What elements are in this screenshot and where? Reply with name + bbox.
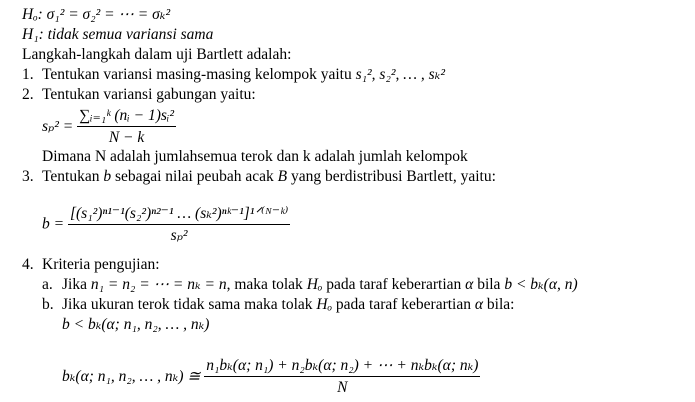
step-3-number: 3.: [22, 168, 34, 185]
step-1-number: 1.: [22, 66, 34, 83]
bartlett-statistic-lhs: b =: [42, 215, 65, 233]
step-3-text-c: yang berdistribusi Bartlett, yaitu:: [287, 168, 496, 185]
criterion-a-t1: Jika: [62, 276, 91, 293]
criterion-a-m3: α: [465, 276, 474, 293]
step-1-math: s₁², s₂², … , sₖ²: [351, 66, 445, 83]
pooled-variance-numerator: ∑ᵢ₌₁ᵏ (nᵢ − 1)sᵢ²: [77, 106, 176, 127]
criterion-b-m1: Hₒ: [316, 296, 333, 313]
step-2: [22, 86, 256, 104]
criterion-a-t3: pada taraf keberartian: [322, 276, 466, 293]
alternative-hypothesis: H₁: tidak semua variansi sama: [22, 26, 214, 43]
criterion-b-t1: Jika ukuran terok tidak sama maka tolak: [62, 296, 317, 313]
step-2-note: Dimana N adalah jumlahsemua terok dan k adalah jumlah kelompok: [42, 148, 468, 165]
pooled-variance-denominator: N − k: [108, 129, 145, 146]
criterion-b-condition: b < bₖ(α; n₁, n₂, … , nₖ): [62, 316, 210, 333]
approximation-numerator: n₁bₖ(α; n₁) + n₂bₖ(α; n₂) + ⋯ + nₖbₖ(α; nₖ): [204, 356, 480, 377]
bartlett-statistic-denominator: sₚ²: [170, 227, 188, 244]
criterion-a-m4: b < bₖ(α, n): [504, 276, 578, 293]
criterion-a-label: a.: [42, 276, 53, 293]
bartlett-statistic-fraction: [68, 204, 290, 245]
approximation-formula: [62, 356, 480, 397]
step-1: [22, 66, 445, 84]
criterion-a-t4: bila: [473, 276, 505, 293]
intro-text: Langkah-langkah dalam uji Bartlett adalah:: [22, 46, 292, 63]
criterion-b-label: b.: [42, 296, 54, 313]
step-3-text-a: Tentukan: [42, 168, 104, 185]
step-3-var-B: B: [277, 168, 288, 185]
criterion-a-m1: n₁ = n₂ = ⋯ = nₖ = n: [90, 276, 227, 293]
null-hypothesis: Hₒ: σ₁² = σ₂² = ⋯ = σₖ²: [22, 6, 171, 23]
step-4: [22, 256, 160, 274]
criterion-a: [42, 276, 578, 294]
criterion-b: [42, 296, 514, 314]
criterion-b-t3: bila:: [483, 296, 515, 313]
step-1-text: Tentukan variansi masing-masing kelompok yaitu: [42, 66, 352, 83]
approximation-lhs: bₖ(α; n₁, n₂, … , nₖ) ≅: [62, 368, 201, 385]
step-4-number: 4.: [22, 256, 34, 273]
criterion-b-m2: α: [474, 296, 484, 313]
pooled-variance-lhs: sₚ² =: [42, 118, 74, 135]
step-3-var-b: b: [103, 168, 112, 185]
bartlett-statistic-numerator: [(s₁²)ⁿ¹⁻¹(s₂²)ⁿ²⁻¹ … (sₖ²)ⁿᵏ⁻¹]¹ᐟ⁽ᴺ⁻ᵏ⁾: [68, 204, 290, 225]
criterion-a-t2: , maka tolak: [226, 276, 307, 293]
step-4-text: Kriteria pengujian:: [42, 256, 160, 273]
criterion-b-t2: pada taraf keberartian: [332, 296, 475, 313]
step-2-text: Tentukan variansi gabungan yaitu:: [42, 86, 256, 103]
pooled-variance-fraction: [77, 106, 176, 147]
approximation-denominator: N: [337, 379, 348, 396]
approximation-fraction: [204, 356, 480, 397]
pooled-variance-formula: [42, 106, 176, 147]
bartlett-statistic-formula: [42, 204, 290, 245]
step-3: [22, 168, 496, 186]
step-3-text-b: sebagai nilai peubah acak: [111, 168, 278, 185]
criterion-a-m2: Hₒ: [306, 276, 323, 293]
step-2-number: 2.: [22, 86, 34, 103]
